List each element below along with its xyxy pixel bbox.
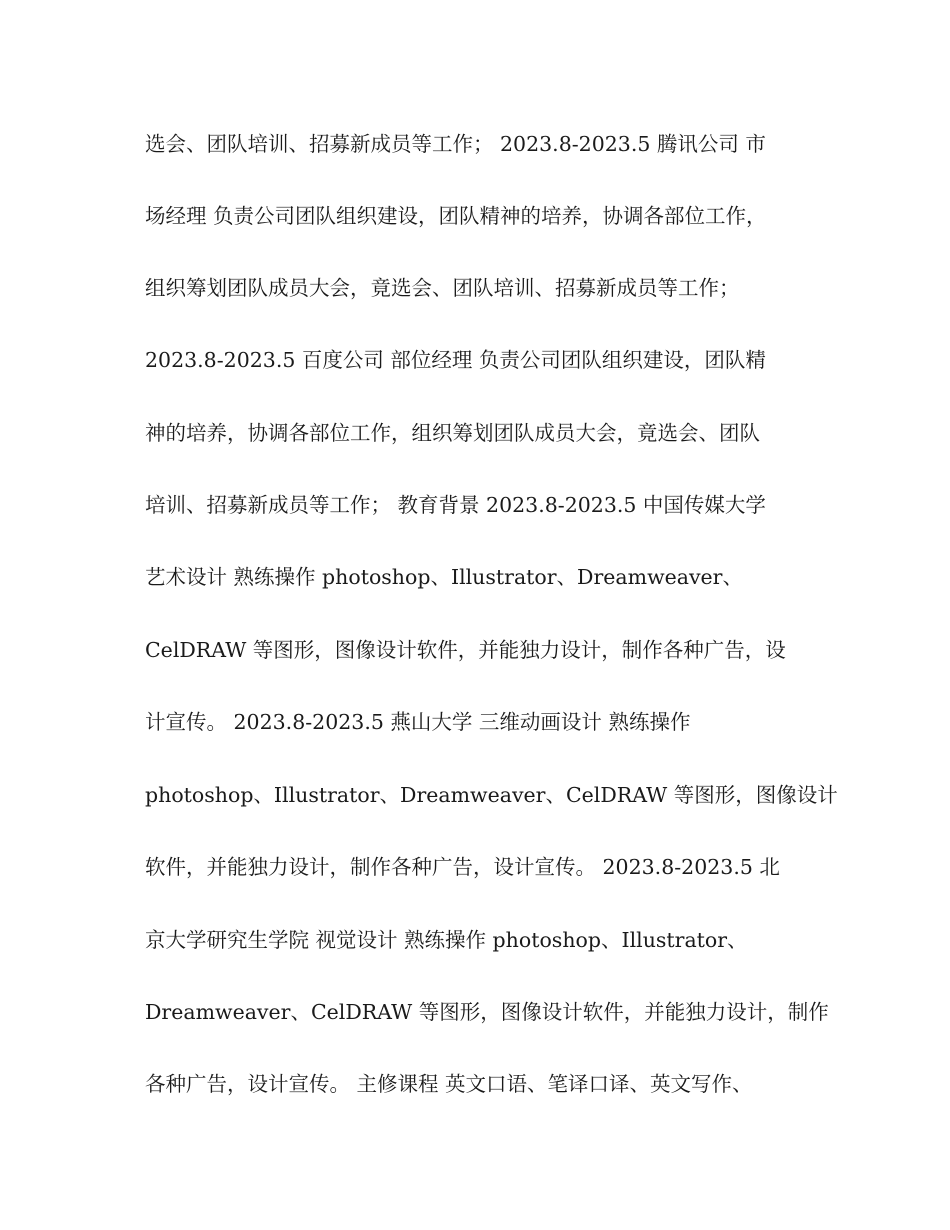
text-line: 神的培养，协调各部位工作，组织筹划团队成员大会，竟选会、团队 bbox=[145, 421, 760, 445]
text-line: 培训、招募新成员等工作； 教育背景 2023.8-2023.5 中国传媒大学 bbox=[145, 493, 766, 517]
text-line: photoshop、Illustrator、Dreamweaver、CelDRAW 等图形，图像设计 bbox=[145, 783, 838, 807]
text-line: 选会、团队培训、招募新成员等工作； 2023.8-2023.5 腾讯公司 市 bbox=[145, 132, 766, 156]
text-line: 计宣传。 2023.8-2023.5 燕山大学 三维动画设计 熟练操作 bbox=[145, 710, 691, 734]
text-line: 组织筹划团队成员大会，竟选会、团队培训、招募新成员等工作； bbox=[145, 276, 740, 300]
text-line: 2023.8-2023.5 百度公司 部位经理 负责公司团队组织建设，团队精 bbox=[145, 348, 766, 372]
text-line: CelDRAW 等图形，图像设计软件，并能独力设计，制作各种广告，设 bbox=[145, 638, 786, 662]
text-line: 场经理 负责公司团队组织建设，团队精神的培养，协调各部位工作， bbox=[145, 204, 767, 228]
text-line: 各种广告，设计宣传。 主修课程 英文口语、笔译口译、英文写作、 bbox=[145, 1072, 753, 1096]
text-line: 京大学研究生学院 视觉设计 熟练操作 photoshop、Illustrator、 bbox=[145, 928, 748, 952]
text-line: Dreamweaver、CelDRAW 等图形，图像设计软件，并能独力设计，制作 bbox=[145, 1000, 829, 1024]
text-line: 软件，并能独力设计，制作各种广告，设计宣传。 2023.8-2023.5 北 bbox=[145, 855, 780, 879]
text-line: 艺术设计 熟练操作 photoshop、Illustrator、Dreamweaver、 bbox=[145, 565, 743, 589]
